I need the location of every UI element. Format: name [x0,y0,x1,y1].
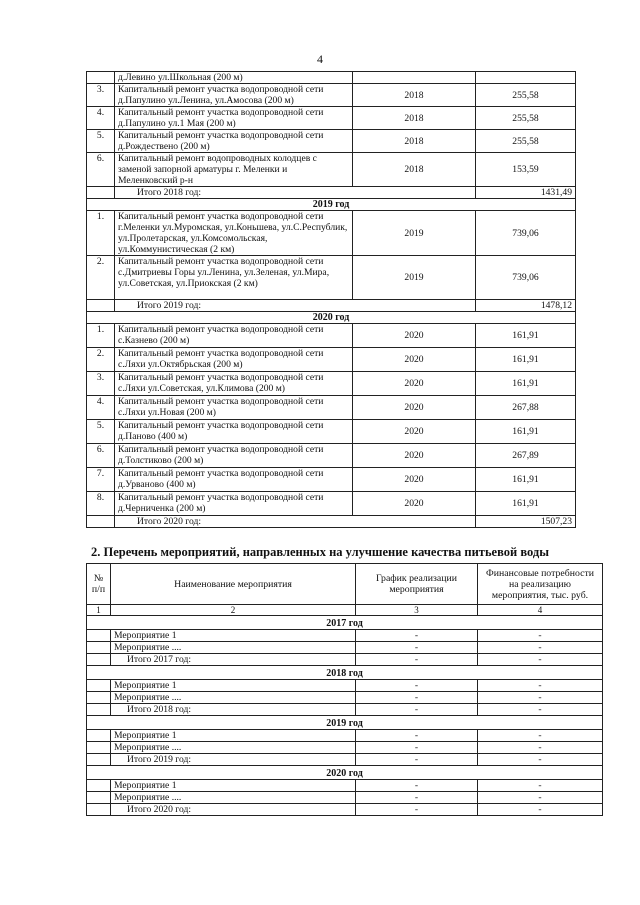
measure-year: 2018 [353,130,476,153]
year-label: 2017 год [87,616,603,630]
table-row [87,444,576,468]
measure-year: 2020 [353,468,476,492]
column-number: 1 [87,605,111,616]
measure-year: 2020 [353,492,476,516]
total-row [87,300,576,312]
measure-name: Капитальный ремонт участка водопроводной сети с.Ляхи ул.Октябрьская (200 м) [115,348,353,372]
measure-name: д.Левино ул.Школьная (200 м) [115,72,353,84]
cost-value: - [478,780,603,792]
schedule-value: - [356,730,478,742]
table-row [87,468,576,492]
measure-cost [476,72,576,84]
measure-year: 2020 [353,324,476,348]
measure-cost: 255,58 [476,130,576,153]
cost-value: - [478,792,603,804]
measure-year: 2020 [353,396,476,420]
schedule-value: - [356,680,478,692]
measure-name: Капитальный ремонт участка водопроводной сети д.Папулино ул.1 Мая (200 м) [115,107,353,130]
empty-cell [87,187,115,199]
measure-name: Капитальный ремонт участка водопроводной сети г.Меленки ул.Муромская, ул.Коньшева, ул.С.Республик, ул.Пролетарская, ул.Комсомольская, ул.Коммунистическая (2 км) [115,211,353,256]
table-row [87,420,576,444]
measure-name: Мероприятие 1 [111,680,356,692]
measure-year: 2019 [353,211,476,256]
list-item [87,630,603,642]
table-row [87,72,576,84]
cost-value: - [478,704,603,716]
cost-value: - [478,692,603,704]
measure-name: Мероприятие 1 [111,630,356,642]
row-number: 3. [87,372,115,396]
empty-cell [87,754,111,766]
row-number: 5. [87,130,115,153]
table-row [87,348,576,372]
year-row [87,666,603,680]
list-item [87,730,603,742]
total-value: 1431,49 [476,187,576,199]
cost-value: - [478,654,603,666]
measure-cost: 161,91 [476,348,576,372]
year-row [87,616,603,630]
total-value: 1478,12 [476,300,576,312]
empty-cell [87,516,115,528]
year-label: 2019 год [87,199,576,211]
measure-name: Капитальный ремонт участка водопроводной сети д.Черниченка (200 м) [115,492,353,516]
measure-year: 2020 [353,444,476,468]
total-row [87,804,603,816]
empty-cell [87,654,111,666]
program-table [86,71,576,528]
column-number: 4 [478,605,603,616]
row-number: 2. [87,348,115,372]
list-item [87,680,603,692]
row-number: 2. [87,256,115,300]
total-row [87,187,576,199]
measure-cost: 153,59 [476,153,576,187]
table-row [87,492,576,516]
measure-name: Капитальный ремонт участка водопроводной сети д.Паново (400 м) [115,420,353,444]
measure-year [353,72,476,84]
measure-name: Мероприятие 1 [111,780,356,792]
schedule-value: - [356,630,478,642]
measure-name: Капитальный ремонт участка водопроводной сети с.Дмитриевы Горы ул.Ленина, ул.Зеленая, ул.Мира, ул.Советская, ул.Приокская (2 км) [115,256,353,300]
page-number: 4 [317,52,323,66]
schedule-value: - [356,780,478,792]
measure-cost: 161,91 [476,324,576,348]
schedule-value: - [356,804,478,816]
measure-year: 2018 [353,153,476,187]
measure-year: 2020 [353,348,476,372]
schedule-value: - [356,792,478,804]
year-label: 2018 год [87,666,603,680]
measure-year: 2020 [353,420,476,444]
year-label: 2020 год [87,312,576,324]
empty-cell [87,704,111,716]
table-row [87,130,576,153]
cost-value: - [478,642,603,654]
table-row [87,324,576,348]
measure-cost: 739,06 [476,211,576,256]
measure-year: 2018 [353,84,476,107]
year-label: 2019 год [87,716,603,730]
empty-cell [87,630,111,642]
column-number: 3 [356,605,478,616]
schedule-value: - [356,754,478,766]
row-number: 1. [87,324,115,348]
total-value: 1507,23 [476,516,576,528]
table-row [87,211,576,256]
empty-cell [87,792,111,804]
measure-name: Капитальный ремонт участка водопроводной сети д.Урвановo (400 м) [115,468,353,492]
table-row [87,107,576,130]
empty-cell [87,680,111,692]
total-row [87,754,603,766]
year-row [87,199,576,211]
empty-cell [87,642,111,654]
row-number [87,72,115,84]
measure-cost: 255,58 [476,107,576,130]
list-item [87,742,603,754]
column-number: 2 [111,605,356,616]
list-item [87,792,603,804]
measure-cost: 161,91 [476,372,576,396]
section-2-title: 2. Перечень мероприятий, направленных на улучшение качества питьевой воды [91,545,549,559]
total-label: Итого 2018 год: [115,187,476,199]
column-header: № п/п [87,564,111,605]
column-number-row [87,605,603,616]
year-row [87,312,576,324]
total-row [87,516,576,528]
measure-cost: 255,58 [476,84,576,107]
cost-value: - [478,630,603,642]
empty-cell [87,730,111,742]
table-row [87,84,576,107]
year-row [87,766,603,780]
empty-cell [87,780,111,792]
measure-year: 2020 [353,372,476,396]
total-label: Итого 2017 год: [111,654,356,666]
table-row [87,256,576,300]
measure-cost: 267,89 [476,444,576,468]
cost-value: - [478,754,603,766]
row-number: 1. [87,211,115,256]
schedule-value: - [356,692,478,704]
program-table-body [87,72,576,528]
table-row [87,153,576,187]
schedule-value: - [356,654,478,666]
list-item [87,780,603,792]
cost-value: - [478,804,603,816]
measure-name: Мероприятие .... [111,692,356,704]
row-number: 8. [87,492,115,516]
measures-table [86,563,603,816]
cost-value: - [478,730,603,742]
measure-name: Капитальный ремонт участка водопроводной сети д.Рождествено (200 м) [115,130,353,153]
row-number: 4. [87,107,115,130]
measure-name: Мероприятие .... [111,742,356,754]
measure-year: 2019 [353,256,476,300]
table-row [87,396,576,420]
total-label: Итого 2018 год: [111,704,356,716]
column-header: Финансовые потребности на реализацию мероприятия, тыс. руб. [478,564,603,605]
total-label: Итого 2020 год: [111,804,356,816]
measure-name: Капитальный ремонт участка водопроводной сети с.Ляхи ул.Новая (200 м) [115,396,353,420]
measure-name: Капитальный ремонт водопроводных колодцев с заменой запорной арматуры г. Меленки и Меленковский р-н [115,153,353,187]
measure-cost: 161,91 [476,468,576,492]
measure-cost: 739,06 [476,256,576,300]
column-header: Наименование мероприятия [111,564,356,605]
measure-cost: 267,88 [476,396,576,420]
empty-cell [87,742,111,754]
total-row [87,704,603,716]
column-header: График реализации мероприятия [356,564,478,605]
measure-year: 2018 [353,107,476,130]
measure-name: Капитальный ремонт участка водопроводной сети с.Ляхи ул.Советская, ул.Климова (200 м) [115,372,353,396]
measure-cost: 161,91 [476,492,576,516]
total-row [87,654,603,666]
measure-cost: 161,91 [476,420,576,444]
schedule-value: - [356,642,478,654]
schedule-value: - [356,704,478,716]
header-row [87,564,603,605]
row-number: 5. [87,420,115,444]
year-label: 2020 год [87,766,603,780]
row-number: 6. [87,153,115,187]
row-number: 4. [87,396,115,420]
total-label: Итого 2019 год: [111,754,356,766]
cost-value: - [478,680,603,692]
total-label: Итого 2019 год: [115,300,476,312]
row-number: 6. [87,444,115,468]
measure-name: Капитальный ремонт участка водопроводной сети с.Казнево (200 м) [115,324,353,348]
measure-name: Мероприятие .... [111,792,356,804]
measure-name: Мероприятие .... [111,642,356,654]
row-number: 3. [87,84,115,107]
measure-name: Капитальный ремонт участка водопроводной сети д.Толстиково (200 м) [115,444,353,468]
list-item [87,642,603,654]
cost-value: - [478,742,603,754]
year-row [87,716,603,730]
empty-cell [87,300,115,312]
table-row [87,372,576,396]
row-number: 7. [87,468,115,492]
total-label: Итого 2020 год: [115,516,476,528]
empty-cell [87,804,111,816]
schedule-value: - [356,742,478,754]
measure-name: Капитальный ремонт участка водопроводной сети д.Папулино ул.Ленина, ул.Амосова (200 м) [115,84,353,107]
measures-table-body [87,564,603,816]
list-item [87,692,603,704]
empty-cell [87,692,111,704]
measure-name: Мероприятие 1 [111,730,356,742]
